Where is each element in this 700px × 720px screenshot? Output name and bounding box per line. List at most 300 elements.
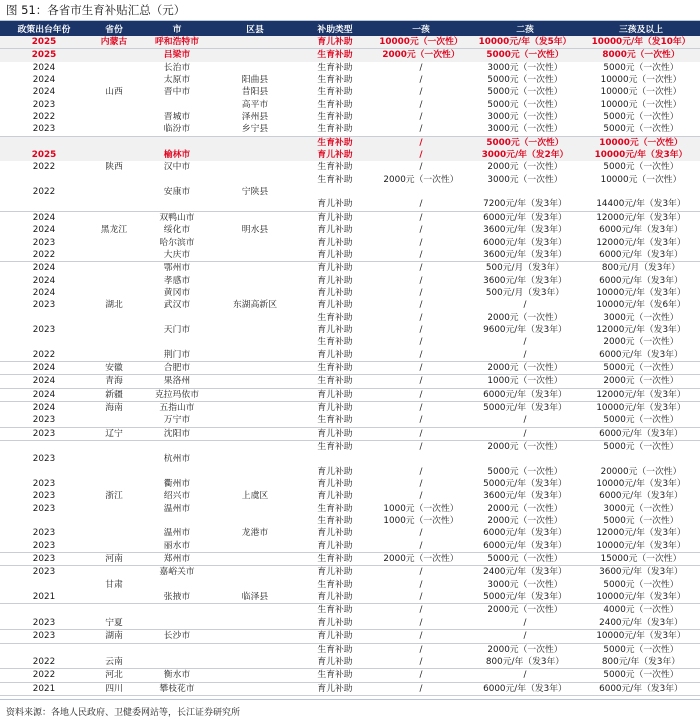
second-child-cell: 2000元（一次性） xyxy=(487,503,563,514)
type-cell: 育儿补助 xyxy=(296,249,374,262)
third-child-cell: 15000元（一次性） xyxy=(582,553,700,566)
year-cell xyxy=(0,136,88,149)
first-child-cell: / xyxy=(419,528,423,539)
table-row xyxy=(0,604,700,617)
third-child-cell: 10000元（一次性） xyxy=(600,174,682,185)
district-cell xyxy=(214,249,296,262)
year-cell: 2023 xyxy=(32,300,56,311)
type-cell: 育儿补助 xyxy=(317,324,353,335)
first-child-cell: / xyxy=(374,656,468,669)
province-cell xyxy=(88,453,140,465)
type-cell: 育儿补助 xyxy=(296,427,374,440)
city-cell: 武汉市 xyxy=(163,300,191,311)
year-cell: 2022 xyxy=(32,162,56,173)
district-cell xyxy=(214,349,296,362)
district-cell: 阳曲县 xyxy=(241,75,269,86)
city-cell xyxy=(140,136,214,149)
province-cell: 浙江 xyxy=(105,491,123,502)
second-child-cell: 5000元（一次性） xyxy=(468,553,582,566)
first-child-cell: / xyxy=(419,312,423,323)
city-cell: 荆门市 xyxy=(140,349,214,362)
province-cell: 陕西 xyxy=(105,162,123,173)
type-cell: 生育补助 xyxy=(296,553,374,566)
district-cell xyxy=(214,49,296,62)
table-row xyxy=(0,630,700,643)
city-cell: 鄂州市 xyxy=(163,263,191,274)
district-cell xyxy=(214,62,296,74)
first-child-cell: / xyxy=(374,591,468,604)
second-child-cell: 3600元/年（发3年） xyxy=(468,249,582,262)
first-child-cell: / xyxy=(419,112,423,123)
province-cell: 河南 xyxy=(88,553,140,566)
city-cell xyxy=(140,174,214,186)
district-cell xyxy=(214,401,296,414)
table-row xyxy=(0,62,700,74)
province-cell: 黑龙江 xyxy=(100,225,128,236)
figure-title xyxy=(0,0,700,21)
district-cell: 临泽县 xyxy=(214,591,296,604)
first-child-cell: / xyxy=(419,225,423,236)
third-child-cell: 12000元/年（发3年） xyxy=(596,324,686,335)
city-cell: 克拉玛依市 xyxy=(140,388,214,401)
figure-title-text: 各省市生育补贴汇总（元） xyxy=(47,3,186,17)
first-child-cell: / xyxy=(419,263,423,274)
district-cell xyxy=(214,553,296,566)
first-child-cell: / xyxy=(374,375,468,388)
second-child-cell: 5000元（一次性） xyxy=(468,136,582,149)
type-cell: 育儿补助 xyxy=(317,237,353,248)
district-cell xyxy=(214,604,296,617)
second-child-cell: 3600元/年（发3年） xyxy=(483,225,567,236)
type-cell: 育儿补助 xyxy=(296,540,374,553)
city-cell: 张掖市 xyxy=(140,591,214,604)
second-child-cell: 5000元（一次性） xyxy=(487,75,563,86)
district-cell xyxy=(214,682,296,695)
type-cell: 生育补助 xyxy=(317,75,353,86)
third-child-cell: 10000元（一次性） xyxy=(582,136,700,149)
district-cell: 明水县 xyxy=(241,225,269,236)
city-cell xyxy=(140,643,214,656)
table-row xyxy=(0,186,700,198)
province-cell xyxy=(88,604,140,617)
second-child-cell: / xyxy=(468,349,582,362)
district-cell xyxy=(214,336,296,348)
table-row xyxy=(0,453,700,465)
district-cell xyxy=(214,617,296,630)
city-cell: 嘉峪关市 xyxy=(159,567,195,578)
province-cell xyxy=(88,49,140,62)
third-child-cell: 800元/年（发3年） xyxy=(582,656,700,669)
city-cell: 哈尔滨市 xyxy=(159,237,195,248)
district-cell xyxy=(214,643,296,656)
year-cell: 2023 xyxy=(32,567,56,578)
table-row xyxy=(0,527,700,539)
city-cell: 温州市 xyxy=(163,503,191,514)
year-cell xyxy=(0,466,88,478)
third-child-cell: 5000元（一次性） xyxy=(582,123,700,136)
district-cell xyxy=(214,161,296,173)
third-child-cell: 6000元/年（发3年） xyxy=(582,427,700,440)
third-child-cell: 10000元/年（发3年） xyxy=(582,149,700,161)
city-cell: 安康市 xyxy=(163,187,191,198)
year-cell: 2022 xyxy=(32,187,56,198)
table-row xyxy=(0,553,700,566)
year-cell: 2024 xyxy=(0,388,88,401)
district-cell xyxy=(214,414,296,427)
second-child-cell: 9600元/年（发3年） xyxy=(483,324,567,335)
type-cell xyxy=(296,186,374,198)
table-row xyxy=(0,275,700,287)
province-cell xyxy=(88,441,140,454)
type-cell: 生育补助 xyxy=(296,414,374,427)
city-cell: 吕梁市 xyxy=(140,49,214,62)
type-cell: 生育补助 xyxy=(296,669,374,682)
year-cell: 2024 xyxy=(0,375,88,388)
third-child-cell: 10000元/年（发3年） xyxy=(582,591,700,604)
district-cell xyxy=(214,630,296,643)
city-cell xyxy=(140,604,214,617)
second-child-cell: 2000元（一次性） xyxy=(468,361,582,374)
year-cell xyxy=(0,579,88,591)
table-row xyxy=(0,99,700,111)
province-cell xyxy=(88,515,140,527)
table-row xyxy=(0,198,700,211)
type-cell: 育儿补助 xyxy=(296,656,374,669)
type-cell: 育儿补助 xyxy=(296,198,374,211)
province-cell xyxy=(88,643,140,656)
city-cell: 呼和浩特市 xyxy=(140,36,214,49)
year-cell: 2024 xyxy=(32,402,56,413)
first-child-cell: / xyxy=(419,300,423,311)
figure-label: 图 51： xyxy=(6,3,48,17)
third-child-cell: 5000元（一次性） xyxy=(582,669,700,682)
type-cell: 育儿补助 xyxy=(296,682,374,695)
table-row xyxy=(0,540,700,553)
type-cell: 生育补助 xyxy=(296,136,374,149)
first-child-cell: / xyxy=(419,212,423,223)
type-cell xyxy=(296,453,374,465)
table-row xyxy=(0,149,700,161)
third-child-cell: 10000元（一次性） xyxy=(600,75,682,86)
year-cell: 2021 xyxy=(0,682,88,695)
city-cell xyxy=(140,617,214,630)
second-child-cell: / xyxy=(468,414,582,427)
year-cell: 2022 xyxy=(32,112,56,123)
year-cell: 2023 xyxy=(0,553,88,566)
type-cell: 生育补助 xyxy=(317,579,353,590)
province-cell: 甘肃 xyxy=(105,579,123,590)
district-cell: 龙港市 xyxy=(241,528,269,539)
province-cell: 山西 xyxy=(105,87,123,98)
first-child-cell: 1000元（一次性） xyxy=(383,503,459,514)
district-cell: 乡宁县 xyxy=(214,123,296,136)
province-cell xyxy=(88,478,140,490)
type-cell: 生育补助 xyxy=(317,442,353,452)
type-cell: 育儿补助 xyxy=(317,567,353,578)
second-child-cell: 5000元/年（发3年） xyxy=(483,479,567,490)
header-second-child: 二孩 xyxy=(468,21,582,36)
year-cell: 2023 xyxy=(0,540,88,553)
district-cell xyxy=(214,361,296,374)
province-cell xyxy=(88,123,140,136)
second-child-cell: 2000元（一次性） xyxy=(487,644,563,655)
district-cell xyxy=(214,503,296,515)
city-cell: 长沙市 xyxy=(140,630,214,643)
district-cell xyxy=(214,515,296,527)
district-cell xyxy=(214,211,296,224)
second-child-cell: / xyxy=(523,300,527,311)
district-cell xyxy=(214,324,296,336)
second-child-cell: 1000元（一次性） xyxy=(468,375,582,388)
third-child-cell xyxy=(582,453,700,465)
province-cell xyxy=(88,566,140,579)
first-child-cell: / xyxy=(374,414,468,427)
province-cell: 海南 xyxy=(105,402,123,413)
first-child-cell: 2000元（一次性） xyxy=(383,174,459,185)
third-child-cell: 6000元/年（发3年） xyxy=(599,491,683,502)
second-child-cell: / xyxy=(468,630,582,643)
type-cell: 育儿补助 xyxy=(317,491,353,502)
year-cell: 2024 xyxy=(32,62,56,73)
third-child-cell: 10000元/年（发3年） xyxy=(596,287,686,298)
header-third-child: 三孩及以上 xyxy=(582,21,700,36)
type-cell: 育儿补助 xyxy=(296,591,374,604)
third-child-cell: 6000元/年（发3年） xyxy=(582,349,700,362)
third-child-cell: 10000元/年（发3年） xyxy=(582,540,700,553)
district-cell: 高平市 xyxy=(241,99,269,110)
province-cell: 青海 xyxy=(88,375,140,388)
third-child-cell: 6000元/年（发3年） xyxy=(582,682,700,695)
type-cell: 生育补助 xyxy=(317,516,353,527)
province-cell xyxy=(88,62,140,74)
city-cell: 绥化市 xyxy=(163,225,191,236)
second-child-cell: / xyxy=(468,669,582,682)
first-child-cell: / xyxy=(419,275,423,286)
district-cell xyxy=(214,275,296,287)
city-cell: 大庆市 xyxy=(140,249,214,262)
city-cell: 杭州市 xyxy=(163,454,191,465)
province-cell: 湖南 xyxy=(88,630,140,643)
type-cell: 生育补助 xyxy=(317,644,353,655)
type-cell: 育儿补助 xyxy=(317,466,353,477)
table-row xyxy=(0,237,700,249)
table-row xyxy=(0,174,700,186)
province-cell xyxy=(88,111,140,123)
type-cell: 育儿补助 xyxy=(317,275,353,286)
province-cell xyxy=(88,275,140,287)
city-cell xyxy=(140,515,214,527)
first-child-cell: / xyxy=(419,99,423,110)
province-cell xyxy=(88,527,140,539)
first-child-cell: / xyxy=(419,605,423,616)
district-cell xyxy=(214,198,296,211)
table-row xyxy=(0,669,700,682)
year-cell xyxy=(0,312,88,324)
second-child-cell: 5000元/年（发3年） xyxy=(483,402,567,413)
district-cell xyxy=(214,262,296,275)
year-cell xyxy=(0,198,88,211)
second-child-cell xyxy=(468,186,582,198)
third-child-cell: 10000元/年（发3年） xyxy=(596,479,686,490)
second-child-cell: / xyxy=(468,617,582,630)
city-cell: 丽水市 xyxy=(140,540,214,553)
third-child-cell: 12000元/年（发3年） xyxy=(596,212,686,223)
province-cell: 宁夏 xyxy=(88,617,140,630)
type-cell: 生育补助 xyxy=(317,62,353,73)
first-child-cell: 10000元（一次性） xyxy=(374,36,468,49)
year-cell xyxy=(0,604,88,617)
third-child-cell: 2400元/年（发3年） xyxy=(582,617,700,630)
province-cell xyxy=(88,336,140,348)
first-child-cell: / xyxy=(419,491,423,502)
province-cell xyxy=(88,211,140,224)
table-row xyxy=(0,224,700,236)
table-row xyxy=(0,566,700,579)
third-child-cell: 12000元/年（发3年） xyxy=(582,388,700,401)
table-row xyxy=(0,161,700,173)
third-child-cell: 20000元（一次性） xyxy=(600,466,682,477)
first-child-cell: / xyxy=(419,479,423,490)
second-child-cell: 500元/月（发3年） xyxy=(485,263,565,274)
type-cell: 育儿补助 xyxy=(317,479,353,490)
type-cell: 生育补助 xyxy=(317,87,353,98)
third-child-cell: 5000元（一次性） xyxy=(603,62,679,73)
table-row xyxy=(0,375,700,388)
table-row xyxy=(0,349,700,362)
header-type: 补助类型 xyxy=(296,21,374,36)
province-cell xyxy=(88,99,140,111)
year-cell xyxy=(0,515,88,527)
city-cell: 太原市 xyxy=(163,75,191,86)
second-child-cell: 5000元（一次性） xyxy=(468,49,582,62)
city-cell xyxy=(140,656,214,669)
year-cell: 2023 xyxy=(32,503,56,514)
second-child-cell: 2400元/年（发3年） xyxy=(483,567,567,578)
city-cell: 天门市 xyxy=(163,324,191,335)
third-child-cell: 5000元（一次性） xyxy=(603,162,679,173)
province-cell xyxy=(88,503,140,515)
first-child-cell: / xyxy=(374,669,468,682)
year-cell: 2023 xyxy=(32,491,56,502)
first-child-cell: 1000元（一次性） xyxy=(383,516,459,527)
year-cell: 2025 xyxy=(0,36,88,49)
table-row xyxy=(0,643,700,656)
table-row xyxy=(0,262,700,275)
city-cell: 黄冈市 xyxy=(163,287,191,298)
year-cell xyxy=(0,441,88,454)
province-cell xyxy=(88,198,140,211)
second-child-cell: 2000元（一次性） xyxy=(487,162,563,173)
table-row xyxy=(0,388,700,401)
table-row xyxy=(0,682,700,695)
third-child-cell xyxy=(582,186,700,198)
province-cell xyxy=(88,466,140,478)
table-row xyxy=(0,591,700,604)
second-child-cell: 3000元/年（发2年） xyxy=(468,149,582,161)
second-child-cell: 3000元（一次性） xyxy=(487,112,563,123)
city-cell: 榆林市 xyxy=(140,149,214,161)
first-child-cell xyxy=(374,186,468,198)
city-cell: 果洛州 xyxy=(140,375,214,388)
third-child-cell: 10000元/年（发6年） xyxy=(596,300,686,311)
second-child-cell: 2000元（一次性） xyxy=(487,442,563,452)
type-cell: 育儿补助 xyxy=(296,388,374,401)
year-cell: 2023 xyxy=(0,630,88,643)
district-cell xyxy=(214,427,296,440)
year-cell xyxy=(0,643,88,656)
first-child-cell: / xyxy=(374,540,468,553)
second-child-cell: 500元/月（发3年） xyxy=(485,287,565,298)
table-body xyxy=(0,36,700,695)
first-child-cell: / xyxy=(374,361,468,374)
third-child-cell: 2000元（一次性） xyxy=(582,375,700,388)
second-child-cell: 6000元/年（发3年） xyxy=(483,212,567,223)
table-row xyxy=(0,249,700,262)
district-cell: 宁陕县 xyxy=(241,187,269,198)
year-cell: 2023 xyxy=(0,617,88,630)
city-cell: 衢州市 xyxy=(163,479,191,490)
type-cell: 生育补助 xyxy=(317,605,353,616)
table-row xyxy=(0,36,700,49)
table-row xyxy=(0,515,700,527)
district-cell xyxy=(214,566,296,579)
table-row xyxy=(0,287,700,299)
district-cell xyxy=(214,136,296,149)
table-header-row xyxy=(0,21,700,36)
district-cell xyxy=(214,287,296,299)
province-cell xyxy=(88,186,140,198)
header-year: 政策出台年份 xyxy=(0,21,88,36)
city-cell: 孝感市 xyxy=(163,275,191,286)
third-child-cell: 3000元（一次性） xyxy=(603,503,679,514)
second-child-cell: 5000元（一次性） xyxy=(487,466,563,477)
province-cell xyxy=(88,237,140,249)
city-cell: 临汾市 xyxy=(140,123,214,136)
type-cell: 生育补助 xyxy=(317,162,353,173)
type-cell: 生育补助 xyxy=(317,337,353,348)
type-cell: 育儿补助 xyxy=(317,212,353,223)
third-child-cell: 10000元/年（发10年） xyxy=(582,36,700,49)
province-cell: 新疆 xyxy=(88,388,140,401)
first-child-cell: 2000元（一次性） xyxy=(374,553,468,566)
third-child-cell: 6000元/年（发3年） xyxy=(582,249,700,262)
city-cell xyxy=(140,579,214,591)
table-row xyxy=(0,579,700,591)
table-row xyxy=(0,617,700,630)
first-child-cell: / xyxy=(419,579,423,590)
table-row xyxy=(0,299,700,311)
year-cell: 2022 xyxy=(0,249,88,262)
city-cell xyxy=(140,466,214,478)
city-cell: 汉中市 xyxy=(163,162,191,173)
third-child-cell: 5000元（一次性） xyxy=(603,442,679,452)
type-cell: 生育补助 xyxy=(296,49,374,62)
table-row xyxy=(0,86,700,98)
second-child-cell: 6000元/年（发3年） xyxy=(483,528,567,539)
district-cell xyxy=(214,174,296,186)
second-child-cell: 800元/年（发3年） xyxy=(468,656,582,669)
year-cell: 2024 xyxy=(32,275,56,286)
city-cell xyxy=(140,198,214,211)
type-cell: 育儿补助 xyxy=(296,617,374,630)
first-child-cell: 2000元（一次性） xyxy=(374,49,468,62)
type-cell: 育儿补助 xyxy=(296,149,374,161)
third-child-cell: 5000元（一次性） xyxy=(582,361,700,374)
province-cell xyxy=(88,324,140,336)
type-cell: 生育补助 xyxy=(317,99,353,110)
province-cell xyxy=(88,74,140,86)
subsidy-table xyxy=(0,21,700,696)
